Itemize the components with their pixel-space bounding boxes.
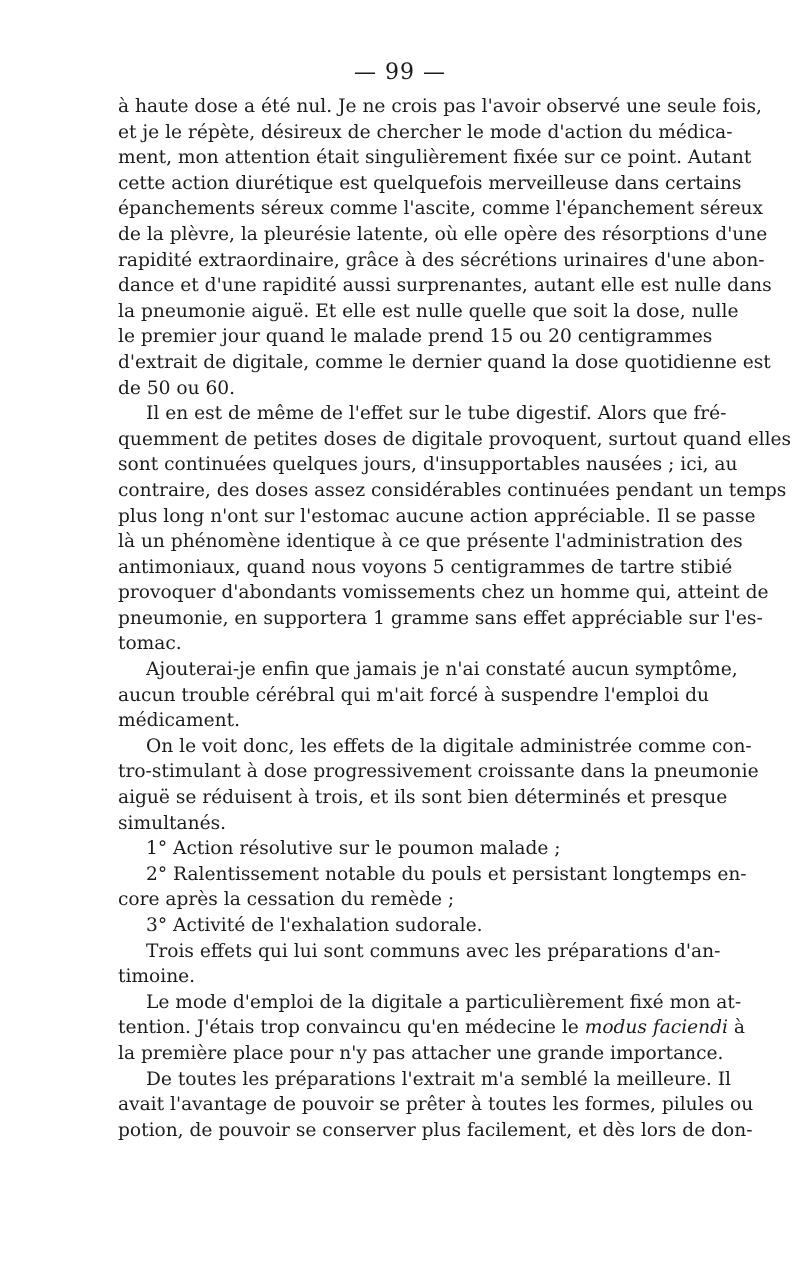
text-line: ment, mon attention était singulièrement fixée sur ce point. Autant xyxy=(118,147,752,169)
text-line: tro-stimulant à dose progressivement croissante dans la pneumonie xyxy=(118,761,759,783)
text-line: médicament. xyxy=(118,710,240,732)
text-line: cette action diurétique est quelquefois merveilleuse dans certains xyxy=(118,172,742,194)
text-line: la pneumonie aiguë. Et elle est nulle quelle que soit la dose, nulle xyxy=(118,300,739,322)
text-line: épanchements séreux comme l'ascite, comme l'épanchement séreux xyxy=(118,198,763,220)
text-line: dance et d'une rapidité aussi surprenantes, autant elle est nulle dans xyxy=(118,275,772,297)
text-line: le premier jour quand le malade prend 15 ou 20 centigrammes xyxy=(118,326,713,348)
text-line: potion, de pouvoir se conserver plus facilement, et dès lors de don- xyxy=(118,1119,753,1141)
text-line: timoine. xyxy=(118,966,196,988)
text-line: là un phénomène identique à ce que présente l'administration des xyxy=(118,531,743,553)
body-text xyxy=(118,94,792,1143)
text-line: d'extrait de digitale, comme le dernier quand la dose quotidienne est xyxy=(118,351,771,373)
text-line: sont continuées quelques jours, d'insupportables nausées ; ici, au xyxy=(118,454,738,476)
page-number: — 99 — xyxy=(354,60,446,85)
text-line: antimoniaux, quand nous voyons 5 centigrammes de tartre stibié xyxy=(118,556,733,578)
text-line: avait l'avantage de pouvoir se prêter à toutes les formes, pilules ou xyxy=(118,1094,754,1116)
text-segment: tention. J'étais trop convaincu qu'en médecine le xyxy=(118,1017,585,1039)
text-line: tomac. xyxy=(118,633,182,655)
text-line: De toutes les préparations l'extrait m'a semblé la meilleure. Il xyxy=(146,1068,731,1090)
text-line: 2° Ralentissement notable du pouls et persistant longtemps en- xyxy=(146,863,747,885)
text-line: Le mode d'emploi de la digitale a particulièrement fixé mon at- xyxy=(146,991,742,1013)
text-line: On le voit donc, les effets de la digitale administrée comme con- xyxy=(146,735,752,757)
text-line: de 50 ou 60. xyxy=(118,377,236,399)
text-line: Trois effets qui lui sont communs avec les préparations d'an- xyxy=(146,940,721,962)
text-line: provoquer d'abondants vomissements chez un homme qui, atteint de xyxy=(118,582,769,604)
text-line: et je le répète, désireux de chercher le mode d'action du médica- xyxy=(118,121,733,143)
text-line: de la plèvre, la pleurésie latente, où elle opère des résorptions d'une xyxy=(118,223,768,245)
text-line xyxy=(118,1015,745,1041)
text-line: quemment de petites doses de digitale provoquent, surtout quand elles xyxy=(118,428,792,450)
text-line: simultanés. xyxy=(118,812,227,834)
text-line: 3° Activité de l'exhalation sudorale. xyxy=(146,915,483,936)
text-line: plus long n'ont sur l'estomac aucune action appréciable. Il se passe xyxy=(118,505,756,527)
book-page xyxy=(118,58,792,1143)
text-line: à haute dose a été nul. Je ne crois pas l'avoir observé une seule fois, xyxy=(118,96,762,117)
text-line: core après la cessation du remède ; xyxy=(118,889,455,911)
text-segment: à xyxy=(728,1017,745,1039)
text-line: pneumonie, en supportera 1 gramme sans effet appréciable sur l'es- xyxy=(118,607,763,629)
text-line: Il en est de même de l'effet sur le tube digestif. Alors que fré- xyxy=(146,403,727,425)
text-line: contraire, des doses assez considérables continuées pendant un temps xyxy=(118,479,787,501)
italic-text: modus faciendi xyxy=(584,1017,728,1039)
text-line: la première place pour n'y pas attacher une grande importance. xyxy=(118,1042,724,1064)
text-line: aucun trouble cérébral qui m'ait forcé à suspendre l'emploi du xyxy=(118,684,709,706)
text-line: aiguë se réduisent à trois, et ils sont bien déterminés et presque xyxy=(118,787,728,809)
text-line: Ajouterai-je enfin que jamais je n'ai constaté aucun symptôme, xyxy=(146,659,738,681)
text-line: rapidité extraordinaire, grâce à des sécrétions urinaires d'une abon- xyxy=(118,249,765,271)
text-line: 1° Action résolutive sur le poumon malade ; xyxy=(146,838,561,860)
